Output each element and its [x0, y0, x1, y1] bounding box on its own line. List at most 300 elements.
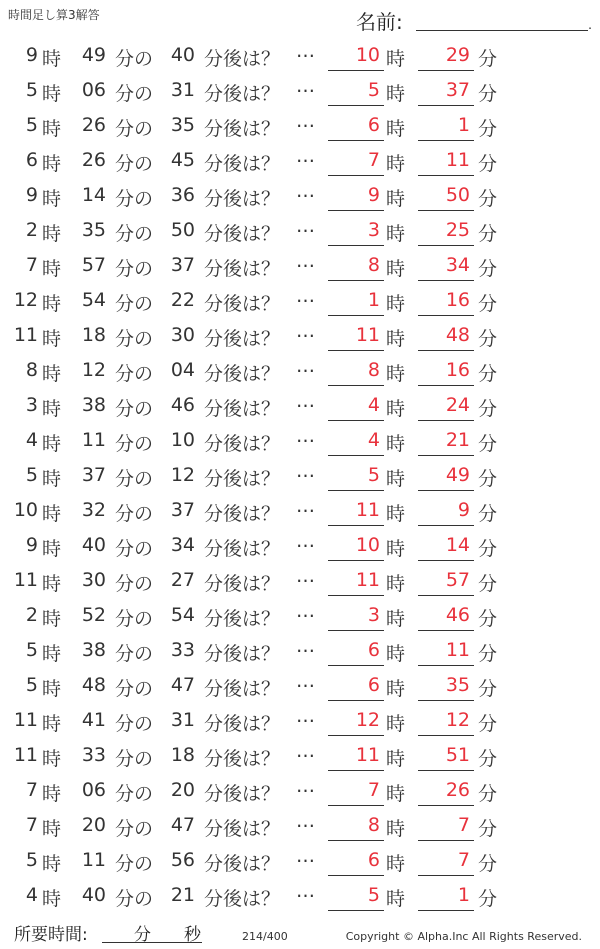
start-minute: 12 — [81, 359, 106, 381]
answer-minute-label: 分 — [478, 468, 498, 490]
answer-hour-blank[interactable] — [328, 455, 384, 456]
hour-label: 時 — [42, 888, 62, 910]
start-hour: 5 — [25, 674, 38, 696]
hour-label: 時 — [42, 328, 62, 350]
answer-minute-label: 分 — [478, 818, 498, 840]
answer-minute: 37 — [445, 79, 470, 101]
answer-hour-label: 時 — [386, 48, 406, 70]
ellipsis: … — [296, 180, 315, 202]
added-minutes: 35 — [170, 114, 195, 136]
answer-hour: 3 — [367, 219, 380, 241]
answer-minute-blank[interactable] — [418, 455, 474, 456]
added-minutes: 10 — [170, 429, 195, 451]
answer-minute-label: 分 — [478, 503, 498, 525]
problem-row — [0, 738, 600, 773]
added-minutes: 47 — [170, 674, 195, 696]
answer-minute-label: 分 — [478, 83, 498, 105]
start-minute: 35 — [81, 219, 106, 241]
after-label: 分後は？ — [204, 468, 281, 490]
answer-minute: 48 — [445, 324, 470, 346]
answer-minute-blank[interactable] — [418, 70, 474, 71]
answer-hour-label: 時 — [386, 818, 406, 840]
answer-minute-blank[interactable] — [418, 700, 474, 701]
minute-of-label: 分の — [115, 433, 154, 455]
ellipsis: … — [296, 215, 315, 237]
answer-minute-blank[interactable] — [418, 420, 474, 421]
answer-minute-label: 分 — [478, 153, 498, 175]
answer-hour-blank[interactable] — [328, 595, 384, 596]
answer-minute-label: 分 — [478, 48, 498, 70]
answer-minute-label: 分 — [478, 258, 498, 280]
start-minute: 57 — [81, 254, 106, 276]
answer-hour-label: 時 — [386, 888, 406, 910]
answer-minute-label: 分 — [478, 748, 498, 770]
time-second-label: 秒 — [184, 925, 201, 945]
answer-minute-blank[interactable] — [418, 245, 474, 246]
problem-row — [0, 773, 600, 808]
answer-hour-blank[interactable] — [328, 245, 384, 246]
added-minutes: 54 — [170, 604, 195, 626]
after-label: 分後は？ — [204, 643, 281, 665]
answer-hour-blank[interactable] — [328, 560, 384, 561]
answer-minute-blank[interactable] — [418, 735, 474, 736]
answer-minute-blank[interactable] — [418, 175, 474, 176]
answer-hour-label: 時 — [386, 223, 406, 245]
answer-minute: 9 — [457, 499, 470, 521]
problem-row — [0, 353, 600, 388]
start-minute: 38 — [81, 639, 106, 661]
answer-minute: 7 — [457, 814, 470, 836]
after-label: 分後は？ — [204, 888, 281, 910]
minute-of-label: 分の — [115, 818, 154, 840]
problem-row — [0, 668, 600, 703]
answer-minute-label: 分 — [478, 853, 498, 875]
after-label: 分後は？ — [204, 538, 281, 560]
after-label: 分後は？ — [204, 783, 281, 805]
name-end-dot: . — [588, 18, 592, 32]
start-minute: 14 — [81, 184, 106, 206]
hour-label: 時 — [42, 678, 62, 700]
answer-hour-blank[interactable] — [328, 525, 384, 526]
answer-minute-blank[interactable] — [418, 910, 474, 911]
ellipsis: … — [296, 635, 315, 657]
answer-minute-label: 分 — [478, 783, 498, 805]
start-hour: 7 — [25, 254, 38, 276]
answer-hour-blank[interactable] — [328, 700, 384, 701]
answer-minute-blank[interactable] — [418, 105, 474, 106]
minute-of-label: 分の — [115, 258, 154, 280]
added-minutes: 50 — [170, 219, 195, 241]
answer-hour-blank[interactable] — [328, 735, 384, 736]
after-label: 分後は？ — [204, 398, 281, 420]
answer-minute-label: 分 — [478, 888, 498, 910]
start-minute: 40 — [81, 534, 106, 556]
added-minutes: 47 — [170, 814, 195, 836]
answer-minute-blank[interactable] — [418, 595, 474, 596]
problem-row — [0, 143, 600, 178]
added-minutes: 30 — [170, 324, 195, 346]
minute-of-label: 分の — [115, 363, 154, 385]
start-hour: 9 — [25, 184, 38, 206]
answer-hour-blank[interactable] — [328, 105, 384, 106]
ellipsis: … — [296, 530, 315, 552]
added-minutes: 33 — [170, 639, 195, 661]
answer-hour-blank[interactable] — [328, 140, 384, 141]
added-minutes: 18 — [170, 744, 195, 766]
answer-hour-label: 時 — [386, 153, 406, 175]
answer-hour: 11 — [355, 569, 380, 591]
answer-minute: 57 — [445, 569, 470, 591]
start-minute: 11 — [81, 849, 106, 871]
added-minutes: 27 — [170, 569, 195, 591]
ellipsis: … — [296, 460, 315, 482]
answer-minute-blank[interactable] — [418, 350, 474, 351]
added-minutes: 22 — [170, 289, 195, 311]
answer-hour: 11 — [355, 744, 380, 766]
time-minute-label: 分 — [134, 925, 151, 945]
start-hour: 11 — [13, 709, 38, 731]
after-label: 分後は？ — [204, 573, 281, 595]
after-label: 分後は？ — [204, 363, 281, 385]
after-label: 分後は？ — [204, 118, 281, 140]
start-hour: 5 — [25, 464, 38, 486]
ellipsis: … — [296, 285, 315, 307]
after-label: 分後は？ — [204, 433, 281, 455]
after-label: 分後は？ — [204, 223, 281, 245]
answer-hour: 6 — [367, 674, 380, 696]
problem-row — [0, 458, 600, 493]
minute-of-label: 分の — [115, 783, 154, 805]
hour-label: 時 — [42, 188, 62, 210]
minute-of-label: 分の — [115, 538, 154, 560]
hour-label: 時 — [42, 293, 62, 315]
problem-row — [0, 38, 600, 73]
answer-minute-label: 分 — [478, 643, 498, 665]
start-minute: 48 — [81, 674, 106, 696]
answer-hour-label: 時 — [386, 468, 406, 490]
minute-of-label: 分の — [115, 328, 154, 350]
hour-label: 時 — [42, 713, 62, 735]
start-hour: 10 — [13, 499, 38, 521]
ellipsis: … — [296, 250, 315, 272]
problem-row — [0, 108, 600, 143]
answer-hour-blank[interactable] — [328, 490, 384, 491]
answer-hour-label: 時 — [386, 853, 406, 875]
problem-row — [0, 633, 600, 668]
answer-hour-blank[interactable] — [328, 665, 384, 666]
minute-of-label: 分の — [115, 398, 154, 420]
problem-row — [0, 388, 600, 423]
ellipsis: … — [296, 670, 315, 692]
answer-minute-label: 分 — [478, 538, 498, 560]
answer-minute: 51 — [445, 744, 470, 766]
answer-minute-blank[interactable] — [418, 385, 474, 386]
answer-minute-label: 分 — [478, 118, 498, 140]
after-label: 分後は？ — [204, 328, 281, 350]
answer-hour-label: 時 — [386, 118, 406, 140]
answer-minute: 7 — [457, 849, 470, 871]
answer-hour-label: 時 — [386, 643, 406, 665]
answer-minute: 12 — [445, 709, 470, 731]
answer-minute: 1 — [457, 884, 470, 906]
minute-of-label: 分の — [115, 853, 154, 875]
start-hour: 7 — [25, 779, 38, 801]
copyright: Copyright © Alpha.Inc All Rights Reserved. — [345, 930, 582, 943]
ellipsis: … — [296, 845, 315, 867]
added-minutes: 20 — [170, 779, 195, 801]
answer-hour-label: 時 — [386, 713, 406, 735]
start-minute: 18 — [81, 324, 106, 346]
added-minutes: 31 — [170, 79, 195, 101]
start-minute: 11 — [81, 429, 106, 451]
minute-of-label: 分の — [115, 643, 154, 665]
minute-of-label: 分の — [115, 468, 154, 490]
ellipsis: … — [296, 495, 315, 517]
minute-of-label: 分の — [115, 293, 154, 315]
ellipsis: … — [296, 75, 315, 97]
answer-hour: 5 — [367, 79, 380, 101]
start-minute: 06 — [81, 779, 106, 801]
minute-of-label: 分の — [115, 153, 154, 175]
ellipsis: … — [296, 425, 315, 447]
start-minute: 26 — [81, 149, 106, 171]
start-minute: 54 — [81, 289, 106, 311]
answer-minute-label: 分 — [478, 608, 498, 630]
minute-of-label: 分の — [115, 118, 154, 140]
problem-row — [0, 178, 600, 213]
start-hour: 5 — [25, 849, 38, 871]
hour-label: 時 — [42, 398, 62, 420]
answer-hour-blank[interactable] — [328, 630, 384, 631]
answer-minute: 46 — [445, 604, 470, 626]
worksheet-title: 時間足し算3解答 — [8, 8, 100, 22]
answer-hour: 9 — [367, 184, 380, 206]
problem-row — [0, 423, 600, 458]
answer-hour-blank[interactable] — [328, 420, 384, 421]
answer-minute-blank[interactable] — [418, 490, 474, 491]
start-minute: 52 — [81, 604, 106, 626]
answer-minute-label: 分 — [478, 433, 498, 455]
start-hour: 5 — [25, 639, 38, 661]
answer-minute: 14 — [445, 534, 470, 556]
after-label: 分後は？ — [204, 503, 281, 525]
added-minutes: 21 — [170, 884, 195, 906]
answer-minute-blank[interactable] — [418, 560, 474, 561]
problem-row — [0, 318, 600, 353]
answer-hour-label: 時 — [386, 573, 406, 595]
answer-hour-label: 時 — [386, 783, 406, 805]
minute-of-label: 分の — [115, 48, 154, 70]
after-label: 分後は？ — [204, 713, 281, 735]
added-minutes: 45 — [170, 149, 195, 171]
hour-label: 時 — [42, 48, 62, 70]
answer-hour-blank[interactable] — [328, 805, 384, 806]
after-label: 分後は？ — [204, 608, 281, 630]
ellipsis: … — [296, 320, 315, 342]
answer-minute-blank[interactable] — [418, 805, 474, 806]
hour-label: 時 — [42, 573, 62, 595]
start-minute: 26 — [81, 114, 106, 136]
answer-hour-label: 時 — [386, 608, 406, 630]
added-minutes: 04 — [170, 359, 195, 381]
start-minute: 37 — [81, 464, 106, 486]
answer-hour-blank[interactable] — [328, 210, 384, 211]
ellipsis: … — [296, 600, 315, 622]
answer-hour-label: 時 — [386, 258, 406, 280]
answer-minute-blank[interactable] — [418, 770, 474, 771]
problem-row — [0, 808, 600, 843]
answer-hour-blank[interactable] — [328, 770, 384, 771]
ellipsis: … — [296, 565, 315, 587]
start-hour: 5 — [25, 79, 38, 101]
answer-hour-blank[interactable] — [328, 70, 384, 71]
minute-of-label: 分の — [115, 713, 154, 735]
answer-minute: 50 — [445, 184, 470, 206]
start-minute: 32 — [81, 499, 106, 521]
answer-hour: 10 — [355, 44, 380, 66]
answer-minute-blank[interactable] — [418, 525, 474, 526]
answer-hour-blank[interactable] — [328, 280, 384, 281]
answer-hour: 11 — [355, 499, 380, 521]
minute-of-label: 分の — [115, 573, 154, 595]
answer-hour-label: 時 — [386, 503, 406, 525]
minute-of-label: 分の — [115, 608, 154, 630]
answer-hour: 6 — [367, 849, 380, 871]
start-hour: 9 — [25, 534, 38, 556]
answer-hour-blank[interactable] — [328, 175, 384, 176]
answer-minute-blank[interactable] — [418, 280, 474, 281]
ellipsis: … — [296, 145, 315, 167]
after-label: 分後は？ — [204, 853, 281, 875]
name-field[interactable] — [356, 6, 592, 34]
start-hour: 11 — [13, 569, 38, 591]
start-hour: 12 — [13, 289, 38, 311]
problem-row — [0, 493, 600, 528]
answer-hour: 8 — [367, 814, 380, 836]
minute-of-label: 分の — [115, 503, 154, 525]
answer-hour: 1 — [367, 289, 380, 311]
start-minute: 41 — [81, 709, 106, 731]
answer-hour: 8 — [367, 359, 380, 381]
answer-minute-blank[interactable] — [418, 140, 474, 141]
answer-minute-blank[interactable] — [418, 840, 474, 841]
after-label: 分後は？ — [204, 83, 281, 105]
start-hour: 6 — [25, 149, 38, 171]
answer-minute: 26 — [445, 779, 470, 801]
start-hour: 8 — [25, 359, 38, 381]
hour-label: 時 — [42, 83, 62, 105]
start-hour: 3 — [25, 394, 38, 416]
hour-label: 時 — [42, 153, 62, 175]
answer-hour-blank[interactable] — [328, 315, 384, 316]
start-hour: 9 — [25, 44, 38, 66]
answer-minute-label: 分 — [478, 328, 498, 350]
hour-label: 時 — [42, 258, 62, 280]
problem-row — [0, 73, 600, 108]
answer-minute-label: 分 — [478, 713, 498, 735]
answer-minute-blank[interactable] — [418, 630, 474, 631]
minute-of-label: 分の — [115, 678, 154, 700]
answer-minute-blank[interactable] — [418, 210, 474, 211]
added-minutes: 31 — [170, 709, 195, 731]
start-hour: 5 — [25, 114, 38, 136]
added-minutes: 12 — [170, 464, 195, 486]
after-label: 分後は？ — [204, 258, 281, 280]
answer-minute-label: 分 — [478, 293, 498, 315]
answer-hour-label: 時 — [386, 188, 406, 210]
problem-row — [0, 213, 600, 248]
answer-minute-label: 分 — [478, 398, 498, 420]
answer-minute: 35 — [445, 674, 470, 696]
answer-hour-blank[interactable] — [328, 840, 384, 841]
start-hour: 11 — [13, 324, 38, 346]
hour-label: 時 — [42, 853, 62, 875]
answer-minute: 1 — [457, 114, 470, 136]
answer-hour-label: 時 — [386, 83, 406, 105]
name-underline — [416, 30, 588, 31]
answer-hour-blank[interactable] — [328, 350, 384, 351]
hour-label: 時 — [42, 538, 62, 560]
minute-of-label: 分の — [115, 83, 154, 105]
ellipsis: … — [296, 355, 315, 377]
answer-minute-blank[interactable] — [418, 315, 474, 316]
answer-hour-label: 時 — [386, 678, 406, 700]
after-label: 分後は？ — [204, 748, 281, 770]
hour-label: 時 — [42, 643, 62, 665]
answer-hour-label: 時 — [386, 748, 406, 770]
start-hour: 2 — [25, 604, 38, 626]
ellipsis: … — [296, 880, 315, 902]
hour-label: 時 — [42, 433, 62, 455]
answer-hour-blank[interactable] — [328, 910, 384, 911]
ellipsis: … — [296, 740, 315, 762]
ellipsis: … — [296, 810, 315, 832]
problem-row — [0, 878, 600, 913]
problem-row — [0, 598, 600, 633]
page-number: 214/400 — [242, 930, 288, 943]
answer-hour-blank[interactable] — [328, 385, 384, 386]
answer-hour-label: 時 — [386, 538, 406, 560]
added-minutes: 34 — [170, 534, 195, 556]
hour-label: 時 — [42, 468, 62, 490]
answer-minute-blank[interactable] — [418, 665, 474, 666]
start-hour: 4 — [25, 884, 38, 906]
answer-minute: 34 — [445, 254, 470, 276]
after-label: 分後は？ — [204, 48, 281, 70]
answer-hour: 5 — [367, 464, 380, 486]
hour-label: 時 — [42, 363, 62, 385]
answer-minute-label: 分 — [478, 223, 498, 245]
hour-label: 時 — [42, 748, 62, 770]
start-minute: 33 — [81, 744, 106, 766]
answer-minute-label: 分 — [478, 573, 498, 595]
answer-minute: 16 — [445, 359, 470, 381]
start-hour: 2 — [25, 219, 38, 241]
answer-minute-blank[interactable] — [418, 875, 474, 876]
ellipsis: … — [296, 705, 315, 727]
after-label: 分後は？ — [204, 293, 281, 315]
after-label: 分後は？ — [204, 678, 281, 700]
start-hour: 4 — [25, 429, 38, 451]
answer-hour: 12 — [355, 709, 380, 731]
start-minute: 38 — [81, 394, 106, 416]
hour-label: 時 — [42, 818, 62, 840]
answer-hour-label: 時 — [386, 328, 406, 350]
answer-hour-blank[interactable] — [328, 875, 384, 876]
start-hour: 7 — [25, 814, 38, 836]
added-minutes: 37 — [170, 254, 195, 276]
answer-hour: 8 — [367, 254, 380, 276]
